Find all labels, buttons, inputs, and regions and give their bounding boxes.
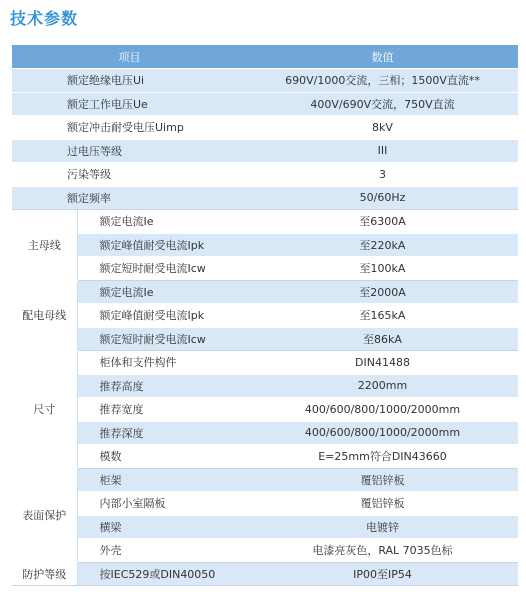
param-name: 推荐宽度: [77, 398, 247, 422]
table-row: [12, 92, 518, 116]
param-name: 柜体和支件构件: [77, 351, 247, 375]
param-name: 外壳: [77, 539, 247, 563]
param-name: 额定电流Ie: [77, 280, 247, 304]
param-name: 横梁: [77, 515, 247, 539]
param-value: III: [247, 139, 518, 163]
param-value: 至100kA: [247, 257, 518, 281]
group-label-protection-rating: 防护等级: [12, 562, 77, 586]
param-name: 过电压等级: [12, 139, 247, 163]
param-value: E=25mm符合DIN43660: [247, 445, 518, 469]
param-name: 额定短时耐受电流Icw: [77, 327, 247, 351]
table-row: [12, 398, 518, 422]
param-name: 额定短时耐受电流Icw: [77, 257, 247, 281]
table-row: [12, 539, 518, 563]
param-name: 推荐高度: [77, 374, 247, 398]
header-item: 项目: [12, 45, 247, 69]
table-row: [12, 468, 518, 492]
param-value: 至220kA: [247, 233, 518, 257]
param-name: 推荐深度: [77, 421, 247, 445]
table-row: [12, 69, 518, 93]
table-row: [12, 116, 518, 140]
param-name: 柜架: [77, 468, 247, 492]
param-value: 电镀锌: [247, 515, 518, 539]
table-row: [12, 163, 518, 187]
param-name: 额定绝缘电压Ui: [12, 69, 247, 93]
group-label-dimensions: 尺寸: [12, 351, 77, 469]
param-value: 400/600/800/1000/2000mm: [247, 421, 518, 445]
param-value: IP00至IP54: [247, 562, 518, 586]
param-name: 额定工作电压Ue: [12, 92, 247, 116]
table-row: [12, 327, 518, 351]
group-label-distribution-busbar: 配电母线: [12, 280, 77, 351]
param-value: 2200mm: [247, 374, 518, 398]
header-value: 数值: [247, 45, 518, 69]
table-row: [12, 186, 518, 210]
param-value: DIN41488: [247, 351, 518, 375]
param-value: 50/60Hz: [247, 186, 518, 210]
table-row: [12, 445, 518, 469]
param-value: 覆铝锌板: [247, 492, 518, 516]
group-label-main-busbar: 主母线: [12, 210, 77, 281]
param-name: 额定峰值耐受电流Ipk: [77, 233, 247, 257]
table-row: [12, 280, 518, 304]
group-label-surface-protection: 表面保护: [12, 468, 77, 562]
param-name: 额定电流Ie: [77, 210, 247, 234]
param-value: 3: [247, 163, 518, 187]
param-value: 至165kA: [247, 304, 518, 328]
param-value: 400/600/800/1000/2000mm: [247, 398, 518, 422]
page-title: 技术参数: [10, 9, 79, 28]
spec-table: [12, 45, 518, 586]
param-name: 额定频率: [12, 186, 247, 210]
param-value: 400V/690V交流，750V直流: [247, 92, 518, 116]
param-value: 电漆亮灰色，RAL 7035色标: [247, 539, 518, 563]
param-name: 内部小室隔板: [77, 492, 247, 516]
table-row: [12, 257, 518, 281]
param-name: 额定峰值耐受电流Ipk: [77, 304, 247, 328]
param-value: 8kV: [247, 116, 518, 140]
table-row: [12, 233, 518, 257]
param-name: 按IEC529或DIN40050: [77, 562, 247, 586]
table-row: [12, 139, 518, 163]
table-row: [12, 304, 518, 328]
param-name: 污染等级: [12, 163, 247, 187]
table-row: [12, 562, 518, 586]
table-row: [12, 492, 518, 516]
table-row: [12, 210, 518, 234]
table-header-row: [12, 45, 518, 69]
param-value: 覆铝锌板: [247, 468, 518, 492]
table-row: [12, 421, 518, 445]
table-row: [12, 515, 518, 539]
param-value: 至2000A: [247, 280, 518, 304]
param-name: 模数: [77, 445, 247, 469]
table-row: [12, 351, 518, 375]
param-value: 至86kA: [247, 327, 518, 351]
param-name: 额定冲击耐受电压Uimp: [12, 116, 247, 140]
table-row: [12, 374, 518, 398]
param-value: 690V/1000交流，三相；1500V直流**: [247, 69, 518, 93]
param-value: 至6300A: [247, 210, 518, 234]
